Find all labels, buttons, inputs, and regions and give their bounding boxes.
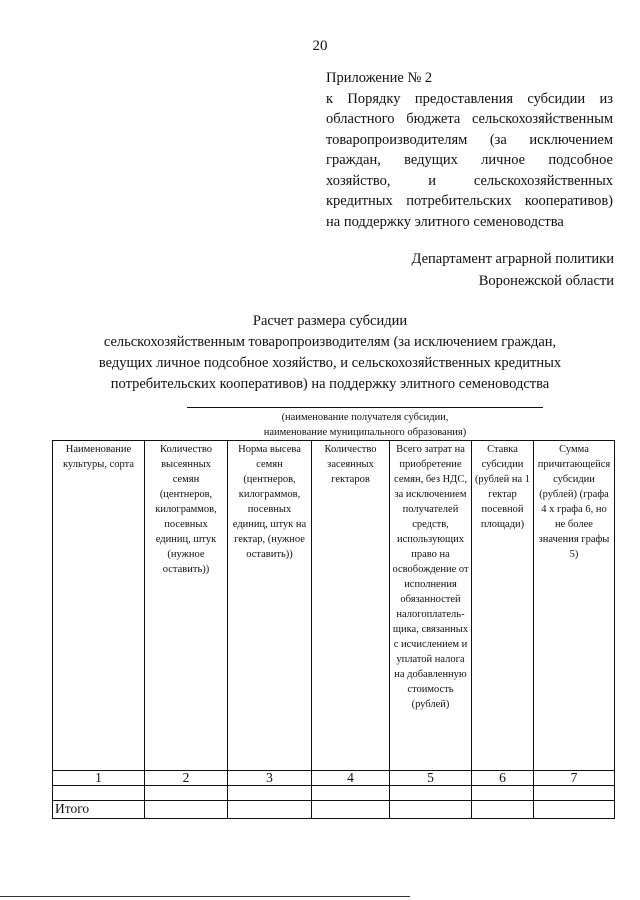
column-header: Количество засеянных гектаров	[312, 441, 390, 771]
appendix-block	[326, 68, 613, 232]
table-cell	[472, 801, 534, 819]
calculation-title: Расчет размера субсидии	[252, 313, 408, 329]
total-label: Итого	[53, 801, 145, 819]
column-header: Наименование культуры, сорта	[53, 441, 145, 771]
table-cell	[472, 786, 534, 801]
department-name: Департамент аграрной политики	[411, 251, 614, 267]
column-number: 5	[390, 771, 472, 786]
table-cell	[228, 801, 312, 819]
appendix-line: на поддержку элитного семеноводства	[326, 213, 564, 230]
column-number: 6	[472, 771, 534, 786]
column-number-row	[53, 771, 615, 786]
table-cell	[390, 786, 472, 801]
department-region: Воронежской области	[478, 273, 614, 289]
column-header: Ставка субсидии (рублей на 1 гектар посевной площади)	[472, 441, 534, 771]
recipient-caption-line: наименование муниципального образования)	[263, 427, 467, 438]
column-number: 3	[228, 771, 312, 786]
table-header-row	[53, 441, 615, 771]
table-cell	[312, 801, 390, 819]
recipient-caption-line: (наименование получателя субсидии,	[281, 412, 449, 423]
calculation-subtitle-line: ведущих личное подсобное хозяйство, и сельскохозяйственных кредитных	[98, 355, 562, 371]
table-cell	[534, 786, 615, 801]
total-row	[53, 801, 615, 819]
table-cell	[145, 801, 228, 819]
table-cell	[53, 786, 145, 801]
column-header: Всего затрат на приобретение семян, без НДС, за исключением получателей средств, использующих право на освобождение от исполнения обязанностей налогоплатель-щика, связанных с исчислением и уплатой налога на добавленную стоимость (рублей)	[390, 441, 472, 771]
column-number: 1	[53, 771, 145, 786]
subsidy-calculation-table	[52, 440, 615, 819]
table-cell	[145, 786, 228, 801]
table-row	[53, 786, 615, 801]
calculation-subtitle-line: сельскохозяйственным товаропроизводителям (за исключением граждан,	[103, 334, 557, 350]
calculation-heading	[40, 311, 620, 395]
appendix-line: граждан, ведущих личное подсобное	[326, 152, 613, 168]
appendix-line: товаропроизводителям (за исключением	[326, 131, 613, 148]
column-header: Сумма причитающейся субсидии (рублей) (графа 4 х графа 6, но не более значения графы 5)	[534, 441, 615, 771]
column-number: 4	[312, 771, 390, 786]
footer-rule	[0, 896, 410, 897]
appendix-line: областного бюджета сельскохозяйственным	[326, 111, 613, 127]
recipient-caption	[180, 410, 550, 440]
table-cell	[534, 801, 615, 819]
column-header: Норма высева семян (центнеров, килограммов, посевных единиц, штук на гектар, (нужное оставить))	[228, 441, 312, 771]
appendix-line: кредитных потребительских кооперативов)	[326, 193, 613, 209]
column-number: 2	[145, 771, 228, 786]
appendix-line: к Порядку предоставления субсидии из	[326, 90, 613, 107]
table-cell	[228, 786, 312, 801]
page-number: 20	[312, 38, 328, 54]
appendix-line: хозяйство, и сельскохозяйственных	[326, 172, 613, 189]
appendix-title: Приложение № 2	[326, 70, 433, 86]
column-header: Количество высеянных семян (центнеров, килограммов, посевных единиц, штук (нужное оставить))	[145, 441, 228, 771]
table-cell	[390, 801, 472, 819]
calculation-subtitle-line: потребительских кооперативов) на поддержку элитного семеноводства	[110, 376, 550, 392]
column-number: 7	[534, 771, 615, 786]
department-block	[412, 248, 614, 292]
table-cell	[312, 786, 390, 801]
recipient-fill-line	[187, 407, 543, 408]
